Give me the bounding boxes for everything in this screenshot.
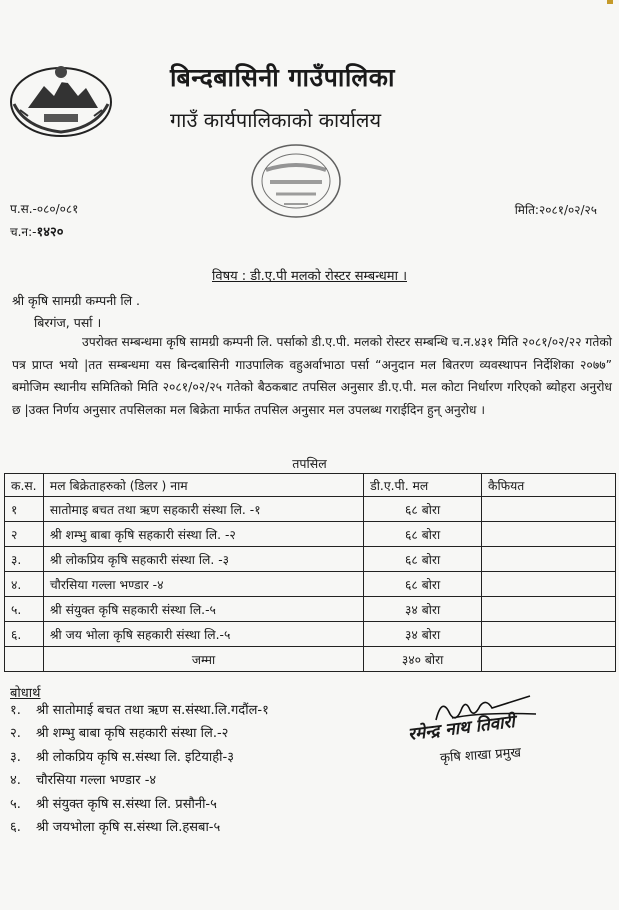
row-serial: ४. — [5, 572, 44, 597]
table-total-row — [5, 647, 616, 672]
cc-item-text: श्री लोकप्रिय कृषि स.संस्था लि. इटियाही-३ — [36, 749, 234, 765]
list-item — [10, 816, 269, 839]
list-item — [10, 722, 269, 745]
list-item — [10, 746, 269, 769]
cc-heading: बोधार्थ — [10, 686, 41, 701]
row-quantity: ६८ बोरा — [364, 547, 482, 572]
official-stamp-icon — [240, 138, 352, 224]
list-item — [10, 769, 269, 792]
nepal-emblem-icon — [6, 58, 116, 140]
corner-mark — [607, 0, 613, 4]
dispatch-number-label: च.न:- — [10, 225, 37, 239]
cc-item-number: १. — [10, 703, 21, 718]
list-item — [10, 699, 269, 722]
row-dealer-name: श्री लोकप्रिय कृषि सहकारी संस्था लि. -३ — [43, 547, 363, 572]
quota-table — [4, 473, 616, 672]
row-serial: ३. — [5, 547, 44, 572]
organization-name: बिन्दबासिनी गाउँपालिका — [170, 63, 395, 92]
signatory-title: कृषि शाखा प्रमुख — [439, 745, 522, 766]
dispatch-number — [10, 222, 64, 240]
cc-list — [10, 699, 269, 839]
recipient-address: बिरगंज, पर्सा । — [34, 315, 102, 330]
row-remarks — [482, 497, 616, 522]
row-serial: ५. — [5, 597, 44, 622]
cc-item-text: श्री शम्भु बाबा कृषि सहकारी संस्था लि.-२ — [36, 726, 229, 742]
table-row — [5, 572, 616, 597]
letter-body: उपरोक्त सम्बन्धमा कृषि सामग्री कम्पनी लि. पर्साको डी.ए.पी. मलको रोस्टर सम्बन्धि च.न.४३१ मिति २०८१/०२/२२ गतेको पत्र प्राप्त भयो |तत सम्बन्धमा यस बिन्दबासिनी गाउपालिक वहुअर्वाभाठा पर्सा “अनुदान मल बितरण व्यवस्थापन निर्देशिका २०७७” बमोजिम स्थानीय समितिको मिति २०८१/०२/२५ गतेको बैठकबाट तपसिल अनुसार डी.ए.पी. मल कोटा निर्धारण गरिएको ब्योहरा अनुरोध छ |उक्त निर्णय अनुसार तपसिलका मल बिक्रेता मार्फत तपसिल अनुसार मल उपलब्ध गराईदिन हुन् अनुरोध । — [12, 335, 612, 417]
cc-item-text: श्री जयभोला कृषि स.संस्था लि.हसबा-५ — [36, 819, 221, 835]
row-quantity: ३४ बोरा — [364, 597, 482, 622]
row-remarks — [482, 597, 616, 622]
row-dealer-name: चौरसिया गल्ला भण्डार -४ — [43, 572, 363, 597]
signatory-name: रमेन्द्र नाथ तिवारी — [406, 711, 516, 745]
header-dealer-name: मल बिक्रेताहरुको (डिलर ) नाम — [43, 474, 363, 497]
office-name: गाउँ कार्यपालिकाको कार्यालय — [170, 108, 382, 132]
row-serial: ६. — [5, 622, 44, 647]
dispatch-number-value: १४२० — [36, 225, 64, 240]
reference-number-label: प.स.- — [10, 202, 37, 216]
total-quantity: ३४० बोरा — [364, 647, 482, 672]
table-row — [5, 547, 616, 572]
cc-item-number: ५. — [10, 796, 21, 812]
row-dealer-name: श्री जय भोला कृषि सहकारी संस्था लि.-५ — [43, 622, 363, 647]
header-serial: क.स. — [5, 474, 44, 497]
row-serial: १ — [5, 497, 44, 522]
cc-item-text: श्री सातोमाई बचत तथा ऋण स.संस्था.लि.गदौंल-१ — [36, 703, 269, 718]
cc-item-text: श्री संयुक्त कृषि स.संस्था लि. प्रसौनी-५ — [36, 796, 217, 812]
header-dap-quantity: डी.ए.पी. मल — [364, 474, 482, 497]
row-remarks — [482, 547, 616, 572]
recipient-name: श्री कृषि सामग्री कम्पनी लि . — [12, 293, 141, 308]
cc-item-text: चौरसिया गल्ला भण्डार -४ — [36, 773, 157, 789]
subject-line — [0, 266, 619, 284]
row-remarks — [482, 522, 616, 547]
cc-item-number: ४. — [10, 773, 21, 789]
row-quantity: ६८ बोरा — [364, 522, 482, 547]
table-row — [5, 597, 616, 622]
row-remarks — [482, 572, 616, 597]
cc-item-number: २. — [10, 726, 21, 742]
subject-text: विषय : डी.ए.पी मलको रोस्टर सम्बन्धमा । — [212, 269, 407, 284]
row-serial: २ — [5, 522, 44, 547]
total-remarks-empty — [482, 647, 616, 672]
total-serial-empty — [5, 647, 44, 672]
date-label: मिति: — [514, 203, 539, 217]
list-item — [10, 793, 269, 816]
letter-date — [515, 201, 597, 218]
table-row — [5, 622, 616, 647]
row-quantity: ६८ बोरा — [364, 572, 482, 597]
table-row — [5, 522, 616, 547]
cc-item-number: ३. — [10, 749, 21, 765]
table-header-row — [5, 474, 616, 497]
reference-number — [10, 200, 78, 217]
cc-item-number: ६. — [10, 819, 21, 835]
row-dealer-name: श्री शम्भु बाबा कृषि सहकारी संस्था लि. -२ — [43, 522, 363, 547]
row-dealer-name: श्री संयुक्त कृषि सहकारी संस्था लि.-५ — [43, 597, 363, 622]
row-quantity: ३४ बोरा — [364, 622, 482, 647]
header-remarks: कैफियत — [482, 474, 616, 497]
date-value: २०८१/०२/२५ — [538, 203, 597, 217]
table-row — [5, 497, 616, 522]
reference-number-value: ०८०/०८१ — [36, 202, 79, 216]
total-label: जम्मा — [43, 647, 363, 672]
row-quantity: ६८ बोरा — [364, 497, 482, 522]
row-dealer-name: सातोमाइ बचत तथा ऋण सहकारी संस्था लि. -१ — [43, 497, 363, 522]
table-caption: तपसिल — [292, 456, 327, 471]
row-remarks — [482, 622, 616, 647]
